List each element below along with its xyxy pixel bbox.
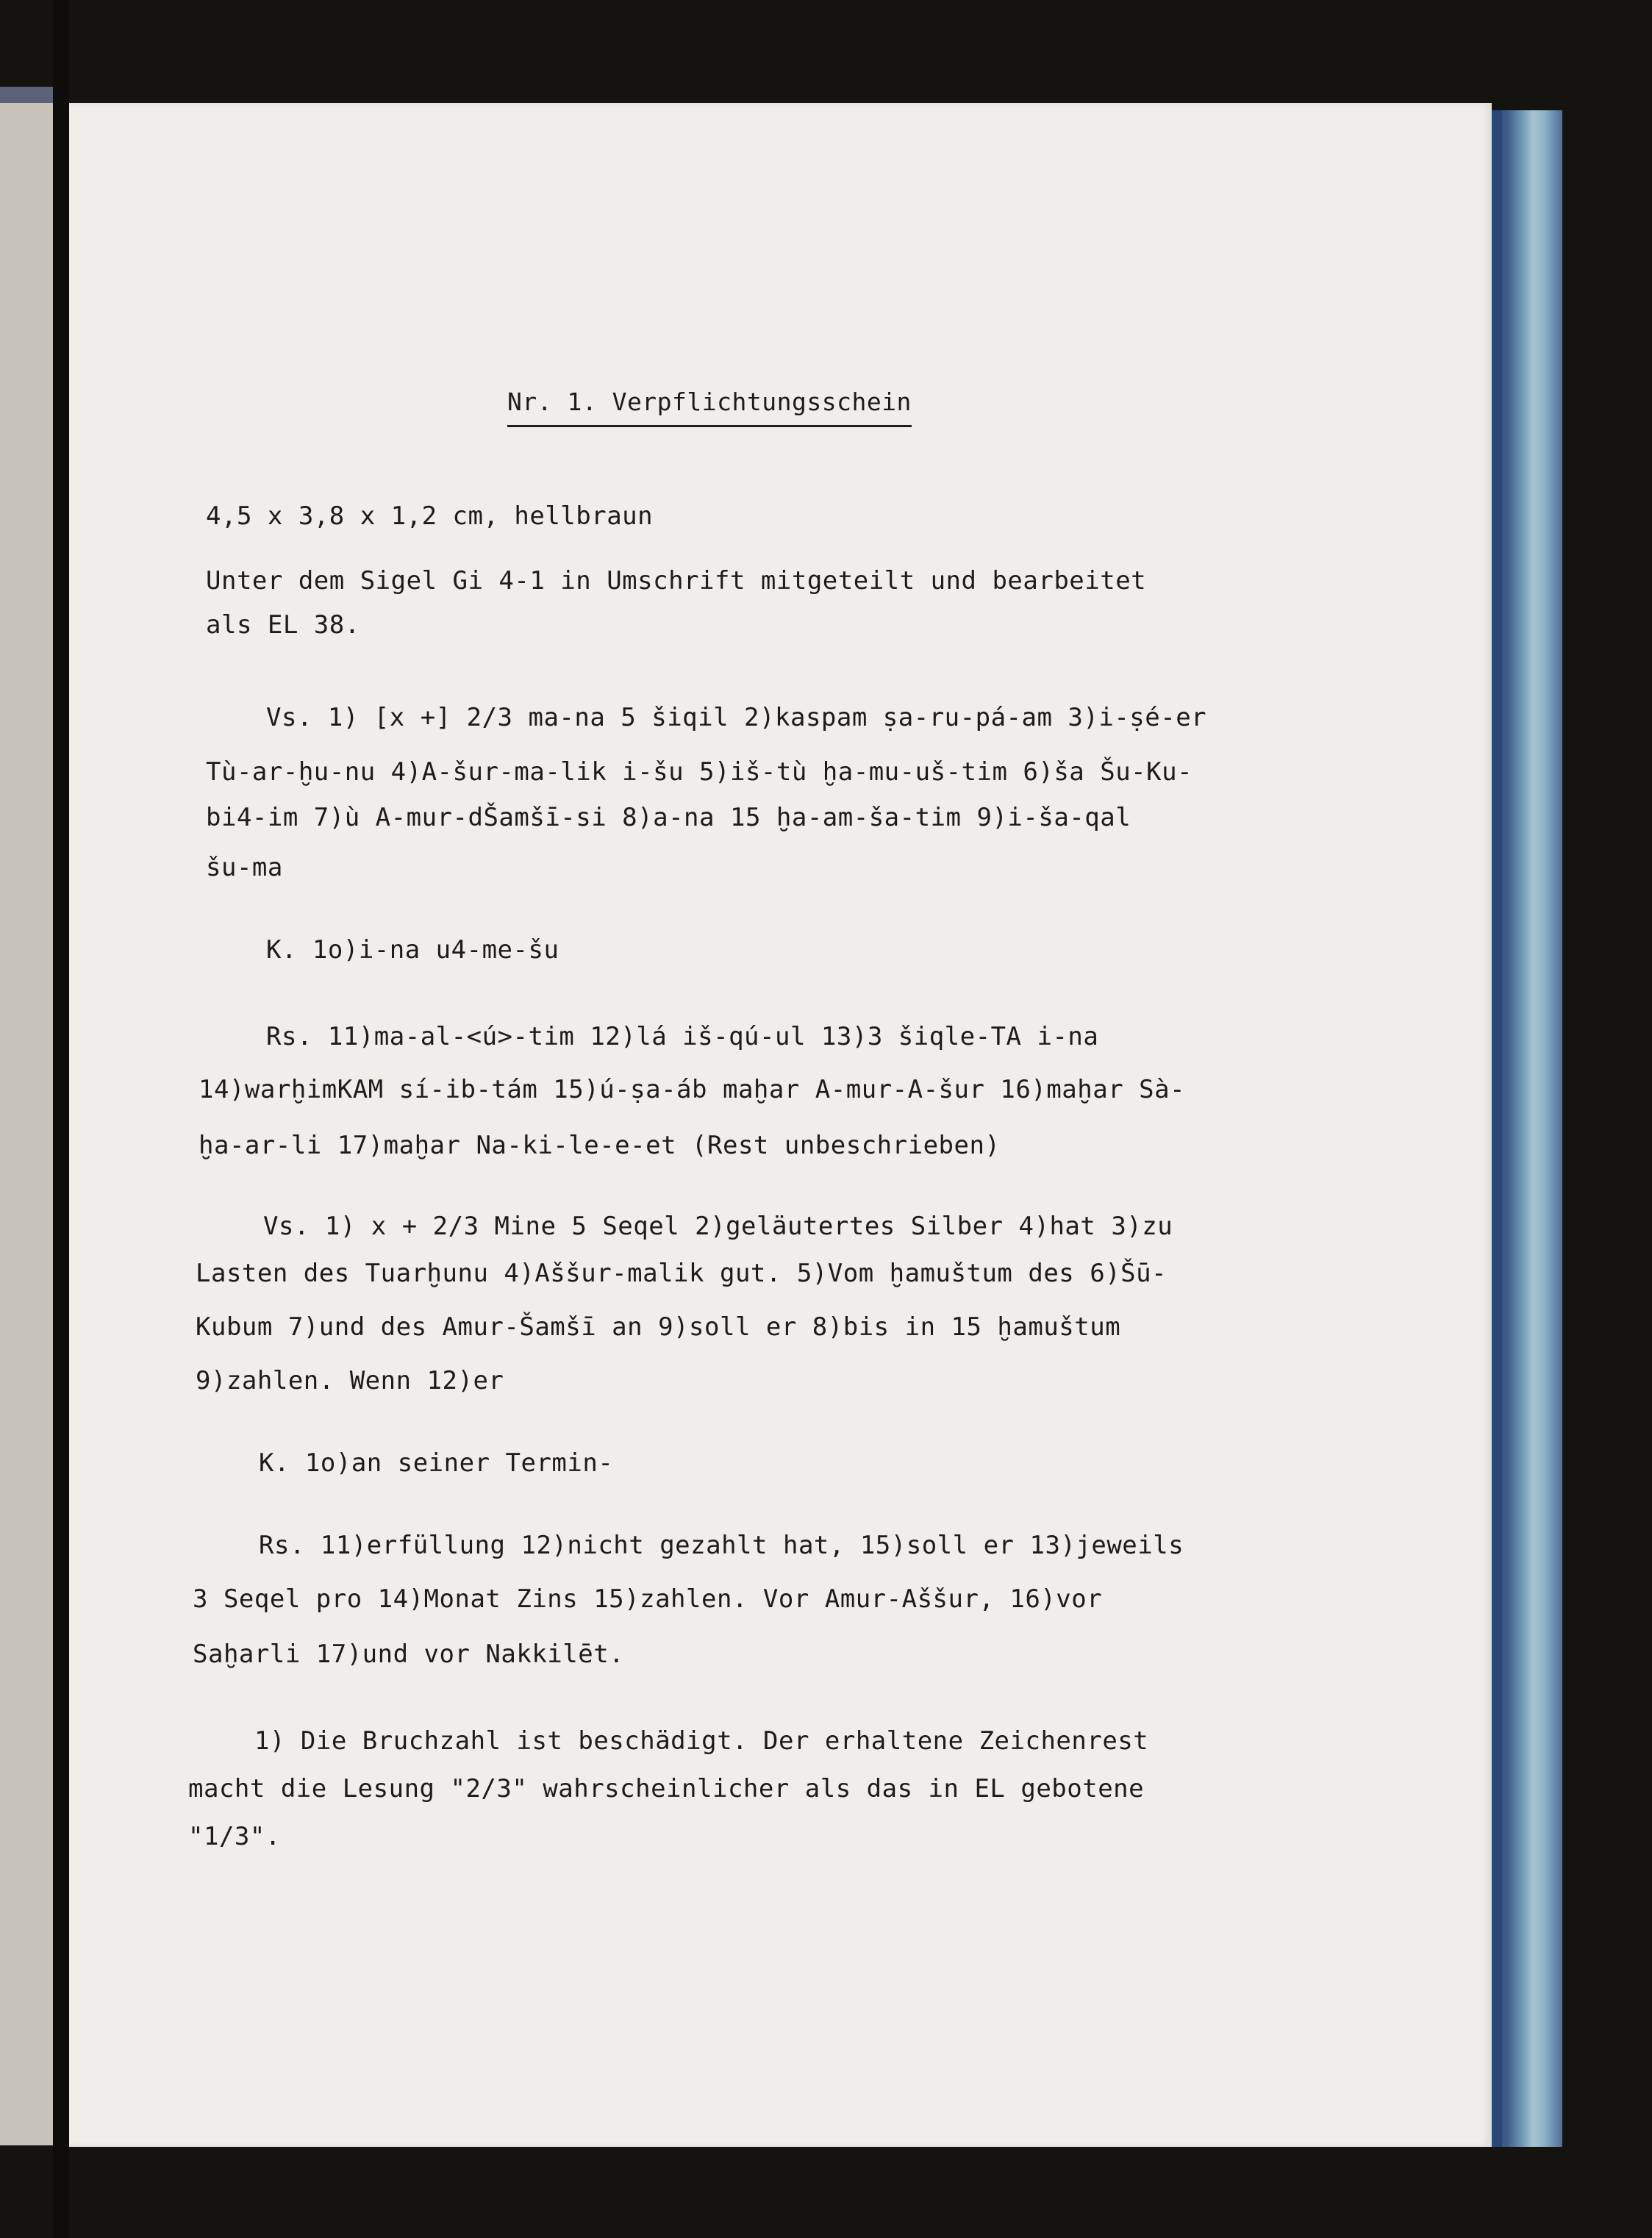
book-gutter xyxy=(53,0,69,2238)
meta-line-reference: als EL 38. xyxy=(206,610,360,640)
transliteration-line-1: Vs. 1) [x +] 2/3 ma-na 5 šiqil 2)kaspam ṣa-ru-pá-am 3)i-ṣé-er xyxy=(266,703,1207,732)
left-cover-edge xyxy=(0,87,53,103)
translation-line-3: Kubum 7)und des Amur-Šamšī an 9)soll er 8)bis in 15 ḫamuštum xyxy=(196,1312,1121,1342)
transliteration-line-3: bi4-im 7)ù A-mur-dŠamšī-si 8)a-na 15 ḫa-am-ša-tim 9)i-ša-qal xyxy=(206,803,1131,832)
meta-line-dimensions: 4,5 x 3,8 x 1,2 cm, hellbraun xyxy=(206,501,654,531)
translation-line-edge: K. 1o)an seiner Termin- xyxy=(259,1448,614,1478)
transliteration-line-4: šu-ma xyxy=(206,853,283,882)
translation-line-1: Vs. 1) x + 2/3 Mine 5 Seqel 2)geläutertes Silber 4)hat 3)zu xyxy=(263,1212,1173,1241)
footnote-line-3: "1/3". xyxy=(188,1822,281,1851)
book-cover-edge xyxy=(1489,110,1562,2147)
translation-line-2: Lasten des Tuarḫunu 4)Aššur-malik gut. 5)Vom ḫamuštum des 6)Šū- xyxy=(196,1259,1168,1288)
translation-line-reverse-2: 3 Seqel pro 14)Monat Zins 15)zahlen. Vor Amur-Aššur, 16)vor xyxy=(193,1584,1103,1614)
translation-line-4: 9)zahlen. Wenn 12)er xyxy=(196,1366,504,1395)
transliteration-line-reverse-3: ḫa-ar-li 17)maḫar Na-ki-le-e-et (Rest unbeschrieben) xyxy=(199,1131,1001,1160)
footnote-line-1: 1) Die Bruchzahl ist beschädigt. Der erhaltene Zeichenrest xyxy=(254,1726,1149,1756)
translation-line-reverse-1: Rs. 11)erfüllung 12)nicht gezahlt hat, 15)soll er 13)jeweils xyxy=(259,1531,1184,1560)
transliteration-line-reverse-2: 14)warḫimKAM sí-ib-tám 15)ú-ṣa-áb maḫar A-mur-A-šur 16)maḫar Sà- xyxy=(199,1075,1186,1104)
translation-line-reverse-3: Saḫarli 17)und vor Nakkilēt. xyxy=(193,1640,625,1669)
transliteration-line-reverse-1: Rs. 11)ma-al-<ú>-tim 12)lá iš-qú-ul 13)3 šiqle-TA i-na xyxy=(266,1022,1099,1051)
footnote-line-2: macht die Lesung "2/3" wahrscheinlicher als das in EL gebotene xyxy=(188,1774,1145,1803)
transliteration-line-2: Tù-ar-ḫu-nu 4)A-šur-ma-lik i-šu 5)iš-tù ḫa-mu-uš-tim 6)ša Šu-Ku- xyxy=(206,757,1193,787)
left-page-edge xyxy=(0,87,55,2145)
document-title: Nr. 1. Verpflichtungsschein xyxy=(507,387,912,427)
transliteration-line-edge: K. 1o)i-na u4-me-šu xyxy=(266,935,559,965)
meta-line-sigel: Unter dem Sigel Gi 4-1 in Umschrift mitgeteilt und bearbeitet xyxy=(206,566,1147,596)
